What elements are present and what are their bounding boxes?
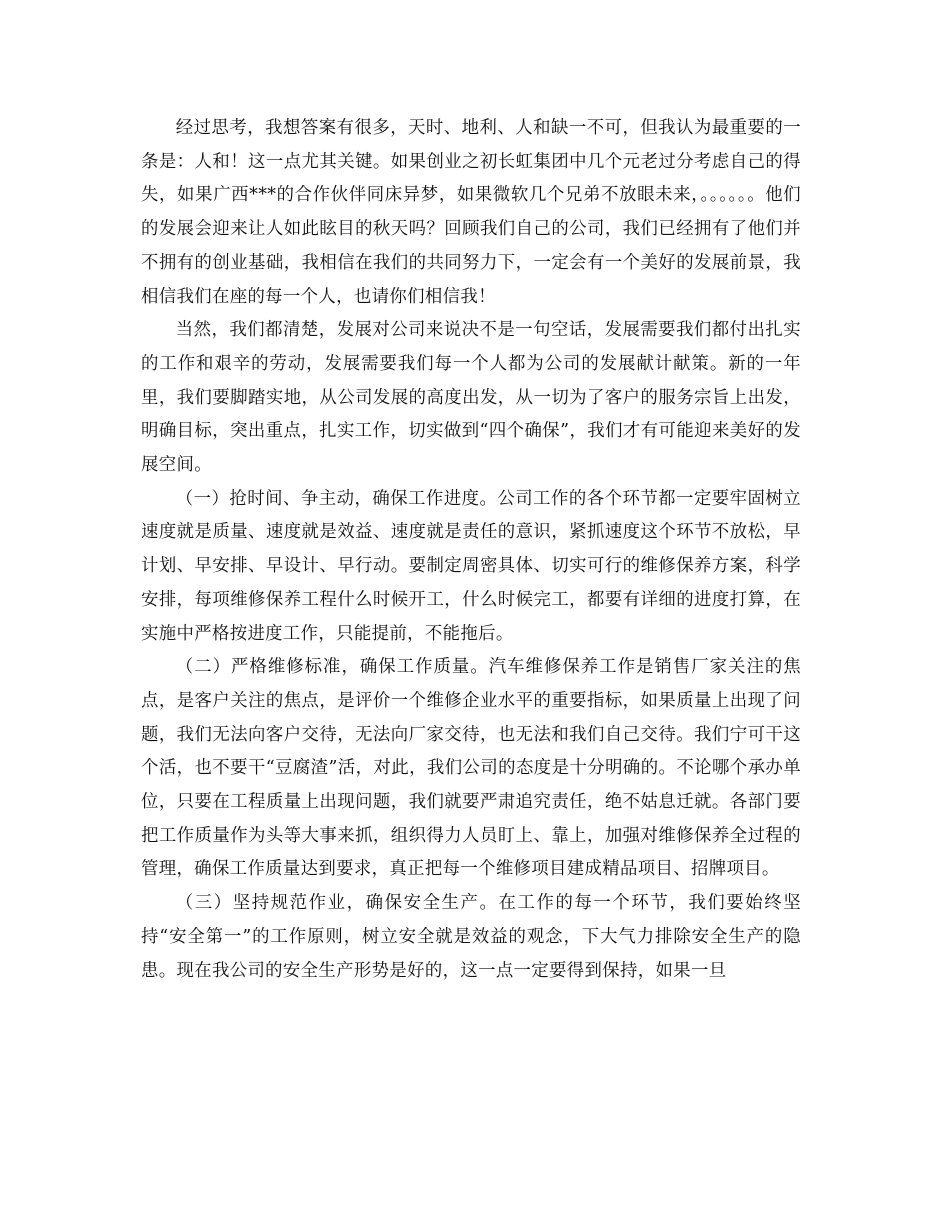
paragraph-5: （三）坚持规范作业，确保安全生产。在工作的每一个环节，我们要始终坚持“安全第一”的工作原则，树立安全就是效益的观念，下大气力排除安全生产的隐患。现在我公司的安全生产形势是好的，这一点一定要得到保持，如果一旦 <box>141 893 801 981</box>
document-body <box>141 112 801 988</box>
paragraph-2: 当然，我们都清楚，发展对公司来说决不是一句空话，发展需要我们都付出扎实的工作和艰辛的劳动，发展需要我们每一个人都为公司的发展献计献策。新的一年里，我们要脚踏实地，从公司发展的高度出发，从一切为了客户的服务宗旨上出发，明确目标，突出重点，扎实工作，切实做到“四个确保”，我们才有可能迎来美好的发展空间。 <box>141 320 801 476</box>
paragraph-1: 经过思考，我想答案有很多，天时、地利、人和缺一不可，但我认为最重要的一条是：人和！这一点尤其关键。如果创业之初长虹集团中几个元老过分考虑自己的得失，如果广西***的合作伙伴同床异梦，如果微软几个兄弟不放眼未来，。。。。。。他们的发展会迎来让人如此眩目的秋天吗？回顾我们自己的公司，我们已经拥有了他们并不拥有的创业基础，我相信在我们的共同努力下，一定会有一个美好的发展前景，我相信我们在座的每一个人，也请你们相信我！ <box>141 118 801 307</box>
paragraph-4: （二）严格维修标准，确保工作质量。汽车维修保养工作是销售厂家关注的焦点，是客户关注的焦点，是评价一个维修企业水平的重要指标，如果质量上出现了问题，我们无法向客户交待，无法向厂家交待，也无法和我们自己交待。我们宁可干这个活，也不要干“豆腐渣”活，对此，我们公司的态度是十分明确的。不论哪个承办单位，只要在工程质量上出现问题，我们就要严肃追究责任，绝不姑息迁就。各部门要把工作质量作为头等大事来抓，组织得力人员盯上、靠上，加强对维修保养全过程的管理，确保工作质量达到要求，真正把每一个维修项目建成精品项目、招牌项目。 <box>141 657 801 880</box>
paragraph-3: （一）抢时间、争主动，确保工作进度。公司工作的各个环节都一定要牢固树立速度就是质量、速度就是效益、速度就是责任的意识，紧抓速度这个环节不放松，早计划、早安排、早设计、早行动。要制定周密具体、切实可行的维修保养方案，科学安排，每项维修保养工程什么时候开工，什么时候完工，都要有详细的进度打算，在实施中严格按进度工作，只能提前，不能拖后。 <box>141 488 801 644</box>
